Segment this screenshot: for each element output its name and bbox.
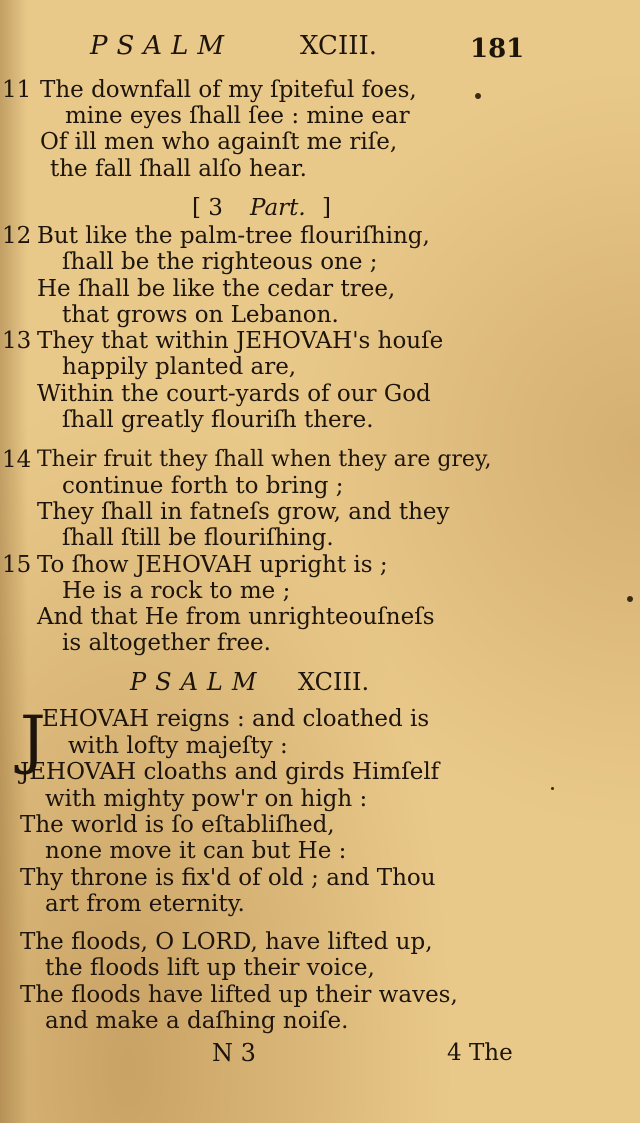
verse-line: and make a daſhing noiſe. (45, 1008, 349, 1034)
signature-mark: N 3 (212, 1039, 256, 1067)
verse-line: with lofty majeſty : (68, 733, 288, 759)
ink-speck (627, 596, 633, 602)
verse-line: the fall ſhall alſo hear. (50, 156, 307, 182)
ink-speck (475, 93, 481, 99)
verse-line: But like the palm-tree flouriſhing, (37, 223, 430, 249)
verse-line: ſhall ſtill be flouriſhing. (62, 525, 334, 551)
verse-line: He is a rock to me ; (62, 578, 291, 604)
verse-line: Of ill men who againſt me riſe, (40, 129, 398, 155)
verse-line: Thy throne is fix'd of old ; and Thou (20, 865, 436, 891)
verse-number: 15 (2, 552, 32, 578)
verse-line: They ſhall in fatneſs grow, and they (37, 499, 450, 525)
verse-line: art from eternity. (45, 891, 245, 917)
verse-line: none move it can but He : (45, 838, 347, 864)
verse-line: The world is ſo eſtabliſhed, (20, 812, 335, 838)
verse-line: They that within JEHOVAH's houſe (37, 328, 444, 354)
verse-line: mine eyes ſhall ſee : mine ear (65, 103, 410, 129)
verse-number: 14 (2, 447, 32, 473)
verse-line: He ſhall be like the cedar tree, (37, 276, 396, 302)
verse-number: 11 (2, 77, 32, 103)
verse-line: JEHOVAH cloaths and girds Himſelf (20, 759, 440, 785)
ink-speck (551, 787, 554, 790)
verse-line: EHOVAH reigns : and cloathed is (42, 706, 430, 732)
verse-line: Their fruit they ſhall when they are grey, (37, 447, 492, 472)
catchword: 4 The (447, 1040, 513, 1066)
verse-line: the floods lift up their voice, (45, 955, 375, 981)
psalm-heading-title: PSALM (130, 668, 266, 696)
verse-line: ſhall greatly flouriſh there. (62, 407, 374, 433)
verse-number: 13 (2, 328, 32, 354)
part-heading-open: [ 3 (192, 195, 223, 221)
verse-line: with mighty pow'r on high : (45, 786, 368, 812)
verse-line: is altogether free. (62, 630, 271, 656)
drop-cap: J (20, 703, 46, 777)
verse-line: happily planted are, (62, 354, 297, 380)
running-head-number: XCIII. (300, 31, 378, 61)
verse-line: The floods have lifted up their waves, (20, 982, 458, 1008)
verse-line: The floods, O LORD, have lifted up, (20, 929, 433, 955)
psalm-heading-number: XCIII. (298, 668, 370, 696)
part-heading-close: ] (322, 195, 331, 221)
verse-line: Within the court-yards of our God (37, 381, 431, 407)
verse-line: that grows on Lebanon. (62, 302, 339, 328)
running-head-title: PSALM (90, 31, 233, 61)
page-number: 181 (470, 34, 525, 64)
part-heading-label: Part. (250, 195, 306, 221)
verse-line: continue forth to bring ; (62, 473, 344, 499)
verse-line: And that He from unrighteouſneſs (37, 604, 435, 630)
verse-line: ſhall be the righteous one ; (62, 249, 378, 275)
verse-number: 12 (2, 223, 32, 249)
verse-line: To ſhow JEHOVAH upright is ; (37, 552, 388, 578)
verse-line: The downfall of my ſpiteful foes, (40, 77, 417, 103)
